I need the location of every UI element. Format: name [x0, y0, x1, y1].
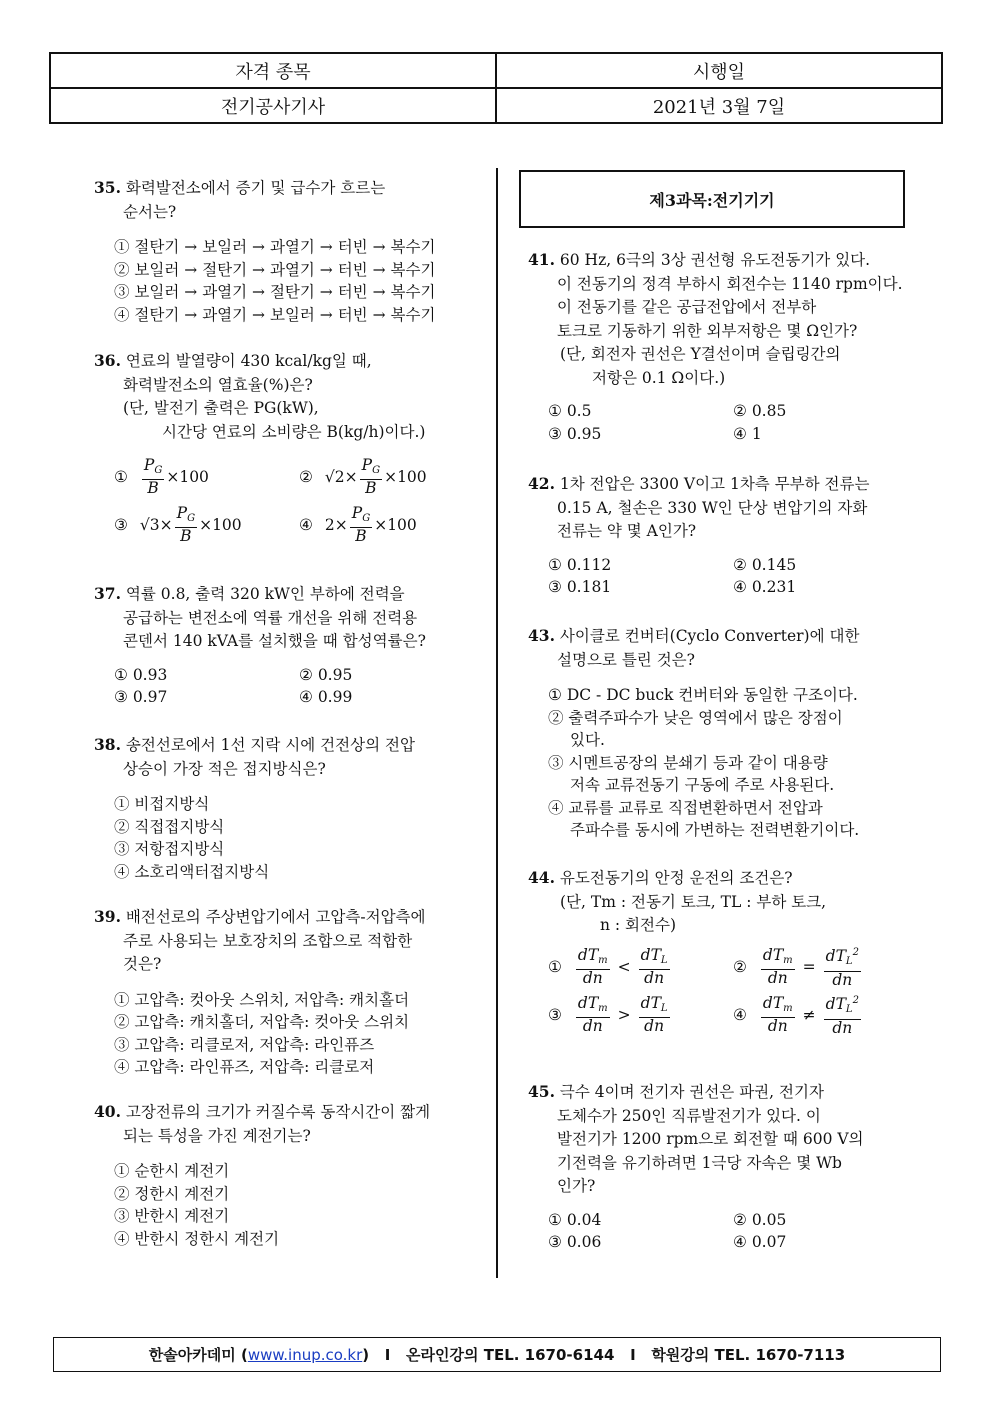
question-number: 45.: [528, 1082, 555, 1101]
frac-denominator: B: [147, 479, 159, 497]
fraction: [824, 992, 861, 1036]
question-text: 것은?: [123, 955, 162, 973]
option[interactable]: ② 출력주파수가 낮은 영역에서 많은 장점이: [548, 708, 843, 727]
subscript: m: [783, 954, 793, 966]
frac-numerator: dT: [762, 945, 784, 964]
header-date-value: 2021년 3월 7일: [496, 88, 942, 123]
option[interactable]: ② 정한시 계전기: [114, 1184, 230, 1203]
question-text: 기전력을 유기하려면 1극당 자속은 몇 Wb: [557, 1153, 842, 1172]
option-continuation: 있다.: [570, 731, 605, 749]
question-36: [94, 349, 479, 546]
option[interactable]: ④ 절탄기 → 과열기 → 보일러 → 터빈 → 복수기: [114, 305, 436, 324]
fraction: [576, 947, 610, 987]
question-42: [528, 472, 918, 599]
frac-numerator: dT: [825, 947, 846, 966]
footer-banner: [53, 1337, 941, 1372]
options-list: [94, 793, 479, 883]
option-marker: ④: [299, 516, 313, 534]
option[interactable]: ① 순한시 계전기: [114, 1162, 230, 1180]
header-qualification-value: 전기공사기사: [50, 88, 496, 123]
option[interactable]: ④ 0.231: [733, 578, 797, 596]
frac-denominator: dn: [832, 1018, 853, 1037]
option-continuation: 주파수를 동시에 가변하는 전력변환기이다.: [570, 821, 860, 839]
option[interactable]: ② 보일러 → 절탄기 → 과열기 → 터빈 → 복수기: [114, 260, 436, 279]
question-text: 설명으로 틀린 것은?: [557, 650, 695, 669]
option[interactable]: ③ 0.06: [548, 1233, 602, 1251]
multiplier: ×100: [166, 468, 209, 486]
fraction: [350, 505, 372, 545]
fraction: [761, 947, 795, 987]
option[interactable]: ③ 0.97: [114, 688, 168, 706]
question-38: [94, 733, 479, 883]
question-43: [528, 624, 918, 842]
option[interactable]: ④ 고압측: 라인퓨즈, 저압측: 리클로저: [114, 1058, 375, 1076]
option-marker: ①: [114, 468, 128, 486]
option[interactable]: [299, 456, 489, 498]
question-text: 전류는 약 몇 A인가?: [557, 522, 697, 540]
question-number: 37.: [94, 584, 121, 603]
options-list: [528, 554, 918, 599]
question-text: 화력발전소에서 증기 및 급수가 흐르는: [125, 179, 386, 197]
subject-title: 제3과목:전기기기: [519, 170, 905, 228]
question-number: 43.: [528, 626, 555, 645]
option-marker: ③: [114, 516, 128, 534]
column-divider: [496, 168, 498, 1278]
question-text: 60 Hz, 6극의 3상 권선형 유도전동기가 있다.: [559, 251, 871, 269]
subscript: G: [187, 513, 196, 524]
question-text: 발전기가 1200 rpm으로 회전할 때 600 V의: [557, 1130, 864, 1148]
relation-symbol: ≠: [802, 1005, 816, 1024]
option[interactable]: ② 고압측: 캐치홀더, 저압측: 컷아웃 스위치: [114, 1013, 410, 1031]
option[interactable]: [548, 994, 733, 1036]
options-list: [94, 1160, 479, 1250]
question-text: 극수 4이며 전기자 권선은 파권, 전기자: [559, 1083, 824, 1101]
header-qualification-label: 자격 종목: [50, 53, 496, 88]
frac-numerator: dT: [640, 993, 661, 1012]
frac-denominator: dn: [832, 970, 853, 989]
question-number: 39.: [94, 907, 121, 926]
question-text: 연료의 발열량이 430 kcal/kg일 때,: [125, 352, 372, 370]
coefficient: √2×: [324, 468, 358, 486]
multiplier: ×100: [374, 516, 417, 534]
question-text: 사이클로 컨버터(Cyclo Converter)에 대한: [559, 627, 860, 645]
subscript: L: [845, 1004, 853, 1016]
question-number: 38.: [94, 735, 121, 754]
frac-denominator: B: [355, 527, 367, 545]
option[interactable]: [299, 504, 489, 546]
subscript: G: [154, 465, 163, 476]
frac-denominator: B: [365, 479, 377, 497]
option[interactable]: ③ 0.181: [548, 578, 612, 596]
option[interactable]: ① DC - DC buck 컨버터와 동일한 구조이다.: [548, 686, 858, 704]
question-text: 공급하는 변전소에 역률 개선을 위해 전력용: [123, 608, 418, 627]
question-text: 역률 0.8, 출력 320 kW인 부하에 전력을: [125, 585, 405, 603]
footer-contact-info: ) I 온라인강의 TEL. 1670-6144 I 학원강의 TEL. 1670-7113: [362, 1346, 846, 1364]
options-list: [528, 684, 918, 842]
footer-academy-name: 한솔아카데미 (: [148, 1346, 248, 1364]
option[interactable]: ③ 고압측: 리클로저, 저압측: 라인퓨즈: [114, 1035, 375, 1054]
question-note: 저항은 0.1 Ω이다.): [592, 368, 726, 387]
frac-numerator: dT: [762, 993, 784, 1012]
subscript: m: [783, 1002, 793, 1014]
frac-numerator: dT: [640, 945, 661, 964]
fraction: [175, 505, 197, 545]
question-text: 유도전동기의 안정 운전의 조건은?: [559, 869, 793, 887]
question-text: 토크로 기동하기 위한 외부저항은 몇 Ω인가?: [557, 321, 858, 340]
question-45: [528, 1080, 918, 1254]
header-date-label: 시행일: [496, 53, 942, 88]
option-marker: ④: [733, 1005, 747, 1024]
options-list: [528, 1209, 918, 1254]
option[interactable]: ④ 1: [733, 424, 762, 443]
option[interactable]: [114, 456, 299, 498]
option-marker: ②: [299, 468, 313, 486]
question-note: (단, 발전기 출력은 PG(kW),: [123, 399, 319, 417]
option[interactable]: ① 고압측: 컷아웃 스위치, 저압측: 캐치홀더: [114, 990, 410, 1009]
question-note: (단, 회전자 권선은 Y결선이며 슬립링간의: [560, 345, 841, 363]
question-39: [94, 905, 479, 1079]
option[interactable]: ② 0.05: [733, 1210, 787, 1229]
question-text: 고장전류의 크기가 커질수록 동작시간이 짧게: [125, 1103, 431, 1121]
question-number: 36.: [94, 351, 121, 370]
option[interactable]: ③ 시멘트공장의 분쇄기 등과 같이 대용량: [548, 753, 828, 772]
multiplier: ×100: [384, 468, 427, 486]
frac-denominator: B: [180, 527, 192, 545]
fraction: [761, 995, 795, 1035]
question-41: [528, 248, 923, 445]
option[interactable]: ③ 0.95: [548, 424, 602, 443]
options-list: [94, 456, 479, 546]
option[interactable]: ② 0.85: [733, 402, 787, 420]
option[interactable]: ④ 소호리액터접지방식: [114, 862, 270, 881]
option[interactable]: ① 비접지방식: [114, 795, 210, 813]
frac-numerator: P: [351, 504, 363, 522]
question-text: 순서는?: [123, 202, 177, 221]
option-marker: ③: [548, 1005, 562, 1024]
option[interactable]: ① 0.93: [114, 665, 168, 684]
option[interactable]: ① 0.04: [548, 1210, 602, 1229]
fraction: [360, 457, 382, 497]
option[interactable]: [548, 946, 733, 988]
question-text: 송전선로에서 1선 지락 시에 건전상의 전압: [125, 736, 415, 754]
question-text: 1차 전압은 3300 V이고 1차측 무부하 전류는: [559, 475, 870, 493]
option[interactable]: ④ 교류를 교류로 직접변환하면서 전압과: [548, 798, 823, 817]
relation-symbol: <: [617, 957, 631, 976]
option[interactable]: ③ 저항접지방식: [114, 840, 225, 858]
option-continuation: 저속 교류전동기 구동에 주로 사용된다.: [570, 776, 835, 794]
option[interactable]: ② 0.95: [299, 665, 353, 684]
coefficient: 2×: [324, 516, 348, 534]
frac-numerator: P: [143, 456, 155, 474]
frac-denominator: dn: [644, 1016, 665, 1035]
option[interactable]: ④ 반한시 정한시 계전기: [114, 1229, 280, 1248]
option[interactable]: ② 직접접지방식: [114, 817, 225, 836]
option[interactable]: ① 0.112: [548, 555, 612, 574]
question-35: [94, 176, 479, 326]
question-44: [528, 866, 918, 1036]
fraction: [639, 995, 670, 1035]
relation-symbol: >: [617, 1005, 631, 1024]
multiplier: ×100: [199, 516, 242, 534]
question-number: 35.: [94, 178, 121, 197]
relation-symbol: =: [802, 957, 816, 976]
question-text: 인가?: [557, 1177, 596, 1195]
option[interactable]: ③ 반한시 계전기: [114, 1207, 230, 1225]
question-text: 상승이 가장 적은 접지방식은?: [123, 759, 326, 778]
question-text: 0.15 A, 철손은 330 W인 단상 변압기의 자화: [557, 498, 868, 517]
footer-website-link[interactable]: www.inup.co.kr: [247, 1345, 363, 1364]
option[interactable]: ② 0.145: [733, 555, 797, 574]
question-text: 배전선로의 주상변압기에서 고압측-저압측에: [125, 908, 426, 926]
frac-numerator: P: [361, 456, 373, 474]
frac-denominator: dn: [582, 1016, 603, 1035]
question-number: 42.: [528, 474, 555, 493]
options-list: [94, 664, 479, 709]
subscript: L: [845, 956, 853, 968]
question-note: n : 회전수): [600, 916, 677, 934]
option[interactable]: [733, 994, 928, 1036]
frac-numerator: dT: [577, 993, 599, 1012]
superscript: 2: [852, 995, 859, 1007]
option[interactable]: ④ 0.07: [733, 1233, 787, 1251]
options-list: [528, 400, 923, 445]
question-text: 도체수가 250인 직류발전기가 있다. 이: [557, 1106, 821, 1125]
frac-denominator: dn: [582, 968, 603, 987]
coefficient: √3×: [139, 516, 173, 534]
fraction: [576, 995, 610, 1035]
subscript: m: [598, 954, 608, 966]
options-list: [94, 989, 479, 1079]
frac-denominator: dn: [767, 968, 788, 987]
subscript: G: [372, 465, 381, 476]
question-note: (단, Tm : 전동기 토크, TL : 부하 토크,: [560, 892, 827, 911]
frac-numerator: dT: [825, 995, 846, 1014]
frac-denominator: dn: [767, 1016, 788, 1035]
question-text: 콘덴서 140 kVA를 설치했을 때 합성역률은?: [123, 632, 426, 650]
option[interactable]: ③ 보일러 → 과열기 → 절탄기 → 터빈 → 복수기: [114, 283, 436, 301]
question-37: [94, 582, 479, 709]
subscript: L: [660, 954, 668, 966]
subscript: G: [362, 513, 371, 524]
subscript: L: [660, 1002, 668, 1014]
frac-numerator: P: [176, 504, 188, 522]
question-40: [94, 1100, 479, 1250]
options-list: [528, 946, 918, 1036]
option[interactable]: [733, 946, 928, 988]
question-text: 주로 사용되는 보호장치의 조합으로 적합한: [123, 931, 413, 950]
option[interactable]: ① 절탄기 → 보일러 → 과열기 → 터빈 → 복수기: [114, 238, 436, 256]
question-text: 화력발전소의 열효율(%)은?: [123, 375, 313, 394]
options-list: [94, 236, 479, 326]
fraction: [824, 944, 861, 988]
option[interactable]: ④ 0.99: [299, 688, 353, 706]
option-marker: ①: [548, 957, 562, 976]
frac-denominator: dn: [644, 968, 665, 987]
question-number: 41.: [528, 250, 555, 269]
fraction: [142, 457, 164, 497]
question-number: 44.: [528, 868, 555, 887]
question-text: 되는 특성을 가진 계전기는?: [123, 1126, 311, 1145]
superscript: 2: [852, 947, 859, 959]
question-text: 이 전동기를 같은 공급전압에서 전부하: [557, 298, 817, 316]
option[interactable]: ① 0.5: [548, 402, 592, 420]
header-table: [49, 52, 943, 124]
option-marker: ②: [733, 957, 747, 976]
question-number: 40.: [94, 1102, 121, 1121]
option[interactable]: [114, 504, 299, 546]
fraction: [639, 947, 670, 987]
frac-numerator: dT: [577, 945, 599, 964]
question-text: 이 전동기의 정격 부하시 회전수는 1140 rpm이다.: [557, 274, 903, 293]
question-note: 시간당 연료의 소비량은 B(kg/h)이다.): [162, 422, 426, 441]
subscript: m: [598, 1002, 608, 1014]
